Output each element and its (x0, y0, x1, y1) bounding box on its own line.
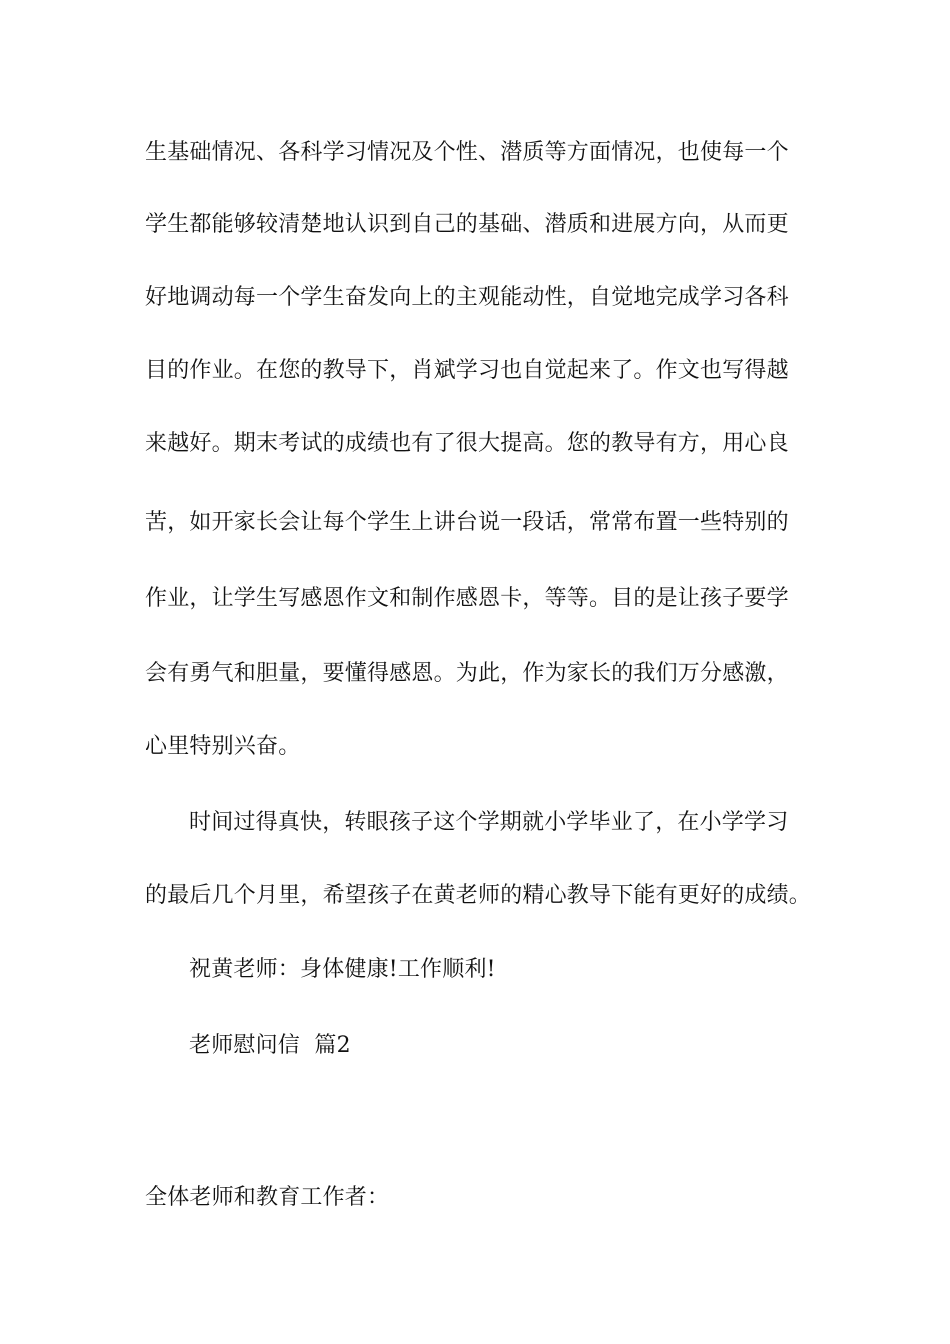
paragraph-line: 时间过得真快，转眼孩子这个学期就小学毕业了，在小学学习 (189, 810, 789, 835)
paragraph-line: 心里特别兴奋。 (145, 734, 301, 759)
paragraph-line: 会有勇气和胆量，要懂得感恩。为此，作为家长的我们万分感激， (145, 661, 789, 686)
salutation: 全体老师和教育工作者： (145, 1185, 390, 1210)
paragraph-line: 学生都能够较清楚地认识到自己的基础、潜质和进展方向，从而更 (145, 212, 789, 237)
section-heading: 老师慰问信 篇2 (189, 1033, 351, 1058)
paragraph-line: 生基础情况、各科学习情况及个性、潜质等方面情况，也使每一个 (145, 140, 789, 165)
paragraph-line: 好地调动每一个学生奋发向上的主观能动性，自觉地完成学习各科 (145, 285, 789, 310)
paragraph-line: 的最后几个月里，希望孩子在黄老师的精心教导下能有更好的成绩。 (145, 883, 812, 908)
closing-wish: 祝黄老师：身体健康!工作顺利! (189, 957, 496, 982)
paragraph-line: 目的作业。在您的教导下，肖斌学习也自觉起来了。作文也写得越 (145, 358, 789, 383)
paragraph-line: 作业，让学生写感恩作文和制作感恩卡，等等。目的是让孩子要学 (145, 586, 789, 611)
paragraph-line: 来越好。期末考试的成绩也有了很大提高。您的教导有方，用心良 (145, 431, 789, 456)
paragraph-line: 苦，如开家长会让每个学生上讲台说一段话，常常布置一些特别的 (145, 510, 789, 535)
